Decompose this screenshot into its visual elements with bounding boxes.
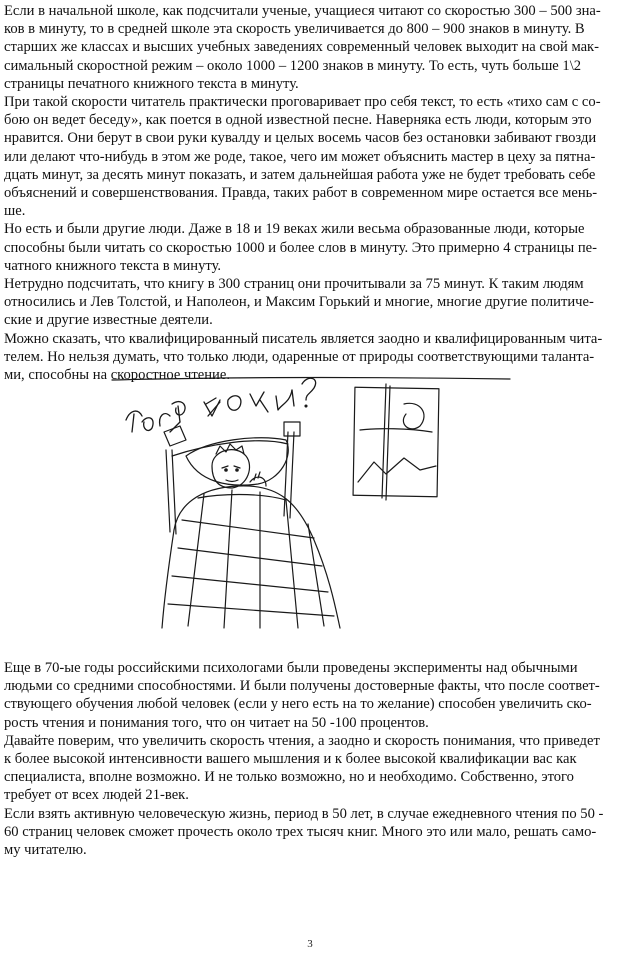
top-paragraph-line: ше.: [4, 203, 26, 220]
bottom-paragraph-line: Если взять активную человеческую жизнь, период в 50 лет, в случае ежедневного чтения по 50 -: [4, 805, 604, 822]
top-paragraph-line: При такой скорости читатель практически проговаривает про себя текст, то есть «тихо сам с со-: [4, 94, 601, 111]
top-paragraph-line: ков в минуту, то в средней школе эта скорость увеличивается до 800 – 900 знаков в минуту. В: [4, 21, 585, 38]
bottom-paragraph-line: ствующего обучения любой человек (если у него есть на то желание) способен увеличить ско-: [4, 696, 592, 713]
top-paragraph-line: симальный скоростной режим – около 1000 – 1200 знаков в минуту. То есть, чуть больше 1\2: [4, 57, 582, 74]
handwritten-caption: [126, 378, 316, 432]
bottom-paragraph-line: рость чтения и понимания того, что он читает на 50 -100 процентов.: [4, 714, 429, 731]
top-paragraph-line: ми, способны на скоростное чтение.: [4, 367, 230, 384]
bottom-paragraph-line: требует от всех людей 21-век.: [4, 787, 189, 804]
page-number: 3: [307, 938, 313, 950]
top-paragraph-line: нравится. Они берут в свои руки кувалду и целых восемь часов без остановки забивают гвозди: [4, 130, 597, 147]
top-paragraph-line: дцать минут, за десять минут показать, и затем дальнейшая работа уже не будет требовать себе: [4, 166, 596, 183]
top-paragraph-line: старших же классах и высших учебных заведениях современный человек выходит на свой мак-: [4, 39, 600, 56]
bottom-paragraph-line: людьми со средними способностями. И были получены достоверные факты, что после соответ-: [4, 678, 600, 695]
bed-sketch-illustration: [108, 370, 518, 632]
top-paragraph-line: или делают что-нибудь в этом же роде, такое, чего им может объяснить мастер в цеху за пятна-: [4, 148, 596, 165]
top-paragraph-line: страницы печатного книжного текста в минуту.: [4, 75, 299, 92]
top-paragraph-line: Если в начальной школе, как подсчитали ученые, учащиеся читают со скоростью 300 – 500 зна-: [4, 3, 601, 19]
body-text-bottom: [4, 659, 616, 859]
top-paragraph-line: Но есть и были другие люди. Даже в 18 и 19 веках жили весьма образованные люди, которые: [4, 221, 585, 238]
bottom-paragraph-line: специалиста, вполне возможно. И не только возможно, но и необходимо. Собственно, этого: [4, 769, 574, 786]
top-paragraph-line: телем. Но нельзя думать, что только люди, одаренные от природы соответствующими таланта-: [4, 348, 595, 365]
top-paragraph-line: ские и другие известные деятели.: [4, 312, 213, 329]
top-paragraph-line: чатного книжного текста в минуту.: [4, 257, 222, 274]
top-paragraph-line: Можно сказать, что квалифицированный писатель является заодно и квалифицированным чита-: [4, 330, 603, 347]
top-paragraph-line: объяснений и совершенствования. Правда, таких работ в современном мире остается все мень-: [4, 185, 598, 202]
top-paragraph-line: относились и Лев Толстой, и Наполеон, и Максим Горький и многие, многие другие политиче-: [4, 294, 594, 311]
bottom-paragraph-line: Еще в 70-ые годы российскими психологами были проведены эксперименты над обычными: [4, 660, 578, 676]
bottom-paragraph-line: 60 страниц человек сможет прочесть около трех тысяч книг. Много это или мало, решать само-: [4, 823, 597, 840]
bottom-paragraph-line: му читателю.: [4, 842, 87, 859]
body-text-top: [4, 2, 616, 384]
top-paragraph-line: бою он ведет беседу», как поется в одной известной песне. Наверняка есть люди, которым это: [4, 112, 592, 129]
top-paragraph-line: способны были читать со скоростью 1000 и более слов в минуту. Это примерно 4 страницы пе-: [4, 239, 597, 256]
top-paragraph-line: Нетрудно подсчитать, что книгу в 300 страниц они прочитывали за 75 минут. К таким людям: [4, 276, 584, 293]
bottom-paragraph-line: к более высокой интенсивности вашего мышления и к более высокой квалификации вас как: [4, 751, 577, 768]
bottom-paragraph-line: Давайте поверим, что увеличить скорость чтения, а заодно и скорость понимания, что приведет: [4, 732, 600, 749]
